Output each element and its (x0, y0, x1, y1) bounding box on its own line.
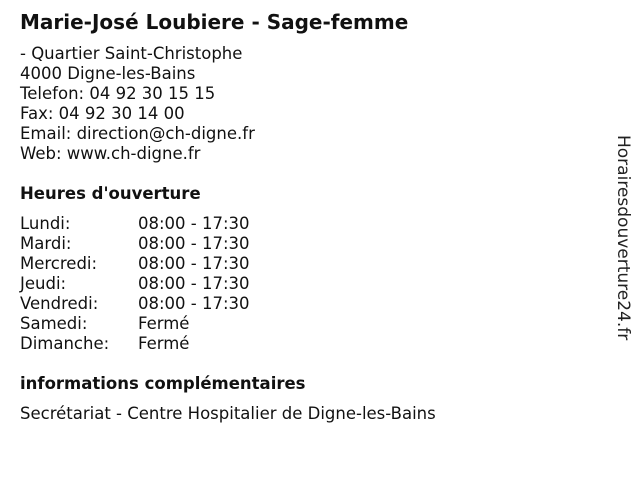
hours-value: Fermé (138, 314, 190, 333)
fax-line: Fax: 04 92 30 14 00 (20, 104, 185, 123)
day-label: Mardi: (20, 234, 72, 253)
hours-value: 08:00 - 17:30 (138, 294, 250, 313)
hours-row-thursday (20, 274, 250, 294)
hours-value: 08:00 - 17:30 (138, 274, 250, 293)
opening-hours-heading: Heures d'ouverture (20, 184, 201, 203)
web-line: Web: www.ch-digne.fr (20, 144, 201, 163)
day-label: Jeudi: (20, 274, 67, 293)
hours-row-sunday (20, 334, 250, 354)
street-line: - Quartier Saint-Christophe (20, 44, 243, 63)
opening-hours-table (20, 214, 250, 354)
hours-value: Fermé (138, 334, 190, 353)
hours-value: 08:00 - 17:30 (138, 214, 250, 233)
day-label: Lundi: (20, 214, 71, 233)
hours-value: 08:00 - 17:30 (138, 254, 250, 273)
hours-row-monday (20, 214, 250, 234)
day-label: Vendredi: (20, 294, 99, 313)
day-label: Dimanche: (20, 334, 110, 353)
day-label: Samedi: (20, 314, 88, 333)
hours-row-saturday (20, 314, 250, 334)
day-label: Mercredi: (20, 254, 98, 273)
hours-value: 08:00 - 17:30 (138, 234, 250, 253)
site-watermark: Horairesdouverture24.fr (613, 135, 633, 341)
additional-info-heading: informations complémentaires (20, 374, 306, 393)
email-line: Email: direction@ch-digne.fr (20, 124, 255, 143)
city-line: 4000 Digne-les-Bains (20, 64, 196, 83)
hours-row-friday (20, 294, 250, 314)
hours-row-tuesday (20, 234, 250, 254)
phone-line: Telefon: 04 92 30 15 15 (20, 84, 216, 103)
page-title: Marie-José Loubiere - Sage-femme (20, 10, 409, 34)
additional-info-text: Secrétariat - Centre Hospitalier de Digne-les-Bains (20, 404, 436, 423)
address-block (20, 44, 255, 164)
hours-row-wednesday (20, 254, 250, 274)
